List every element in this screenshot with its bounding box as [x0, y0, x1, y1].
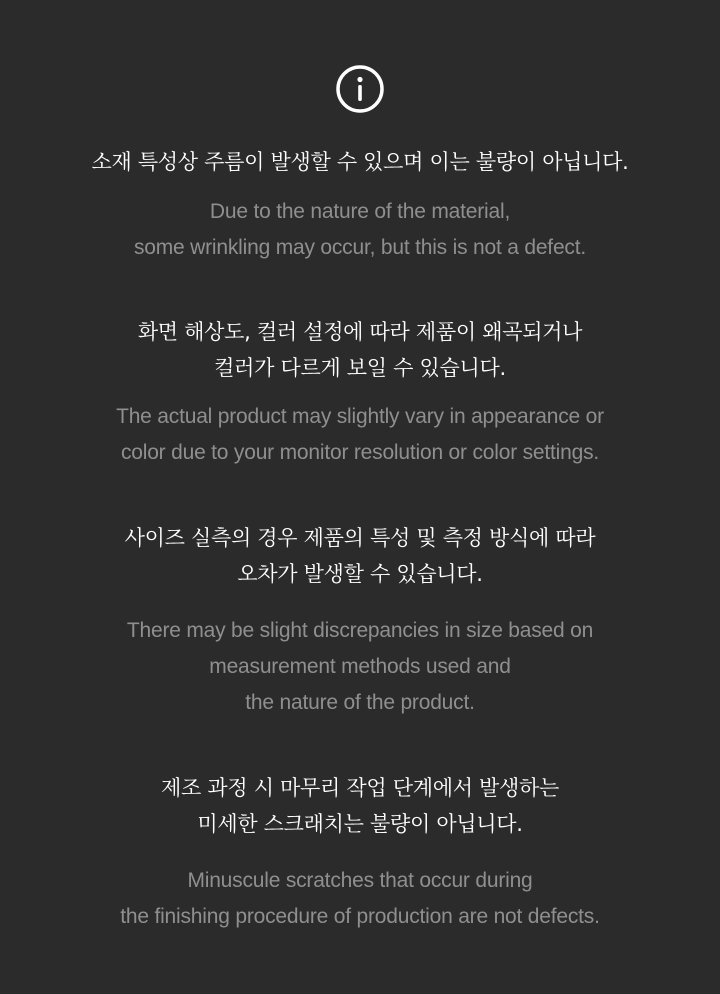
notice-english-text [0, 863, 720, 935]
notice-english-line: The actual product may slightly vary in appearance or [116, 405, 604, 428]
notice-korean-line: 사이즈 실측의 경우 제품의 특성 및 측정 방식에 따라 [124, 526, 596, 550]
info-icon [335, 64, 385, 114]
notice-korean-line: 오차가 발생할 수 있습니다. [237, 562, 483, 586]
notice-english-line: some wrinkling may occur, but this is not a defect. [133, 236, 586, 259]
notice-korean-line: 화면 해상도, 컬러 설정에 따라 제품이 왜곡되거나 [137, 320, 583, 344]
notice-korean-line: 컬러가 다르게 보일 수 있습니다. [214, 356, 506, 380]
notice-english-line: Minuscule scratches that occur during [187, 869, 533, 892]
notice-english-line: Due to the nature of the material, [209, 200, 511, 223]
notice-english-line: the finishing procedure of production are not defects. [120, 905, 600, 928]
notice-english-text [0, 613, 720, 721]
notice-english-text [0, 399, 720, 471]
notice-english-line: measurement methods used and [209, 655, 511, 678]
notice-english-line: There may be slight discrepancies in size based on [126, 619, 594, 642]
notice-korean-line: 소재 특성상 주름이 발생할 수 있으며 이는 불량이 아닙니다. [91, 150, 629, 174]
notice-korean-text [0, 770, 720, 842]
notice-korean-text [0, 144, 720, 180]
notice-english-line: color due to your monitor resolution or color settings. [120, 441, 600, 464]
notice-english-text [0, 194, 720, 266]
notice-korean-text [0, 520, 720, 592]
notice-english-line: the nature of the product. [245, 691, 475, 714]
notice-korean-line: 제조 과정 시 마무리 작업 단계에서 발생하는 [161, 776, 559, 800]
notice-korean-line: 미세한 스크래치는 불량이 아닙니다. [197, 812, 523, 836]
notice-korean-text [0, 314, 720, 386]
